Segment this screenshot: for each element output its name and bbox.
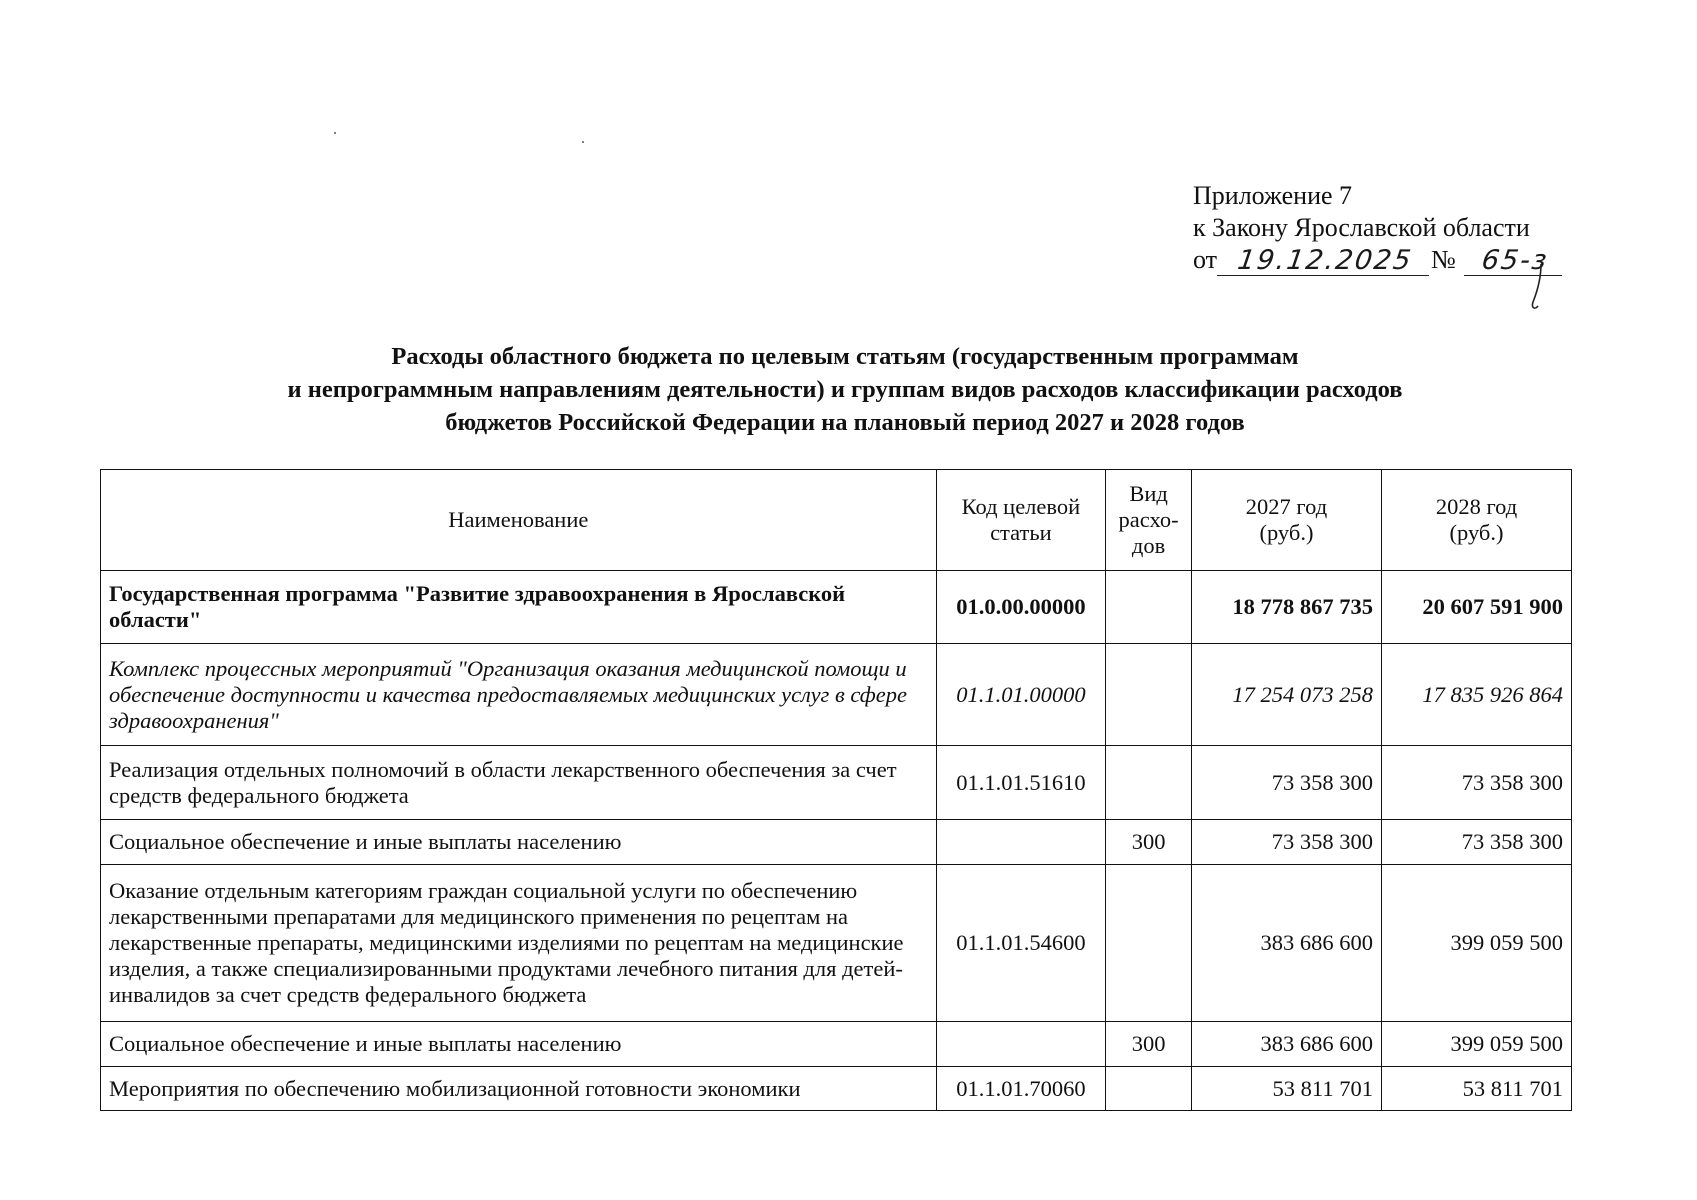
row-amount-2027: 73 358 300 <box>1191 820 1381 865</box>
appendix-law-reference: к Закону Ярославской области <box>1193 213 1530 242</box>
row-expense-type <box>1106 571 1192 644</box>
header-year-2028: 2028 год (руб.) <box>1381 470 1571 571</box>
row-name: Социальное обеспечение и иные выплаты населению <box>101 820 937 865</box>
header-name: Наименование <box>101 470 937 571</box>
from-label: от <box>1193 245 1218 274</box>
table-row <box>101 1022 1572 1067</box>
row-name: Комплекс процессных мероприятий "Организация оказания медицинской помощи и обеспечение доступности и качества предоставляемых медицинских услуг в сфере здравоохранения" <box>101 644 937 746</box>
row-amount-2027: 18 778 867 735 <box>1191 571 1381 644</box>
row-expense-type: 300 <box>1106 820 1192 865</box>
row-expense-type <box>1106 746 1192 820</box>
row-target-code: 01.1.01.00000 <box>936 644 1106 746</box>
budget-table <box>100 469 1572 1111</box>
handwriting-stroke <box>1527 262 1547 312</box>
row-amount-2027: 383 686 600 <box>1191 865 1381 1022</box>
table-row <box>101 1067 1572 1111</box>
document-title <box>100 340 1590 439</box>
table-row <box>101 820 1572 865</box>
row-amount-2027: 73 358 300 <box>1191 746 1381 820</box>
scan-speck <box>334 132 336 134</box>
row-expense-type <box>1106 1067 1192 1111</box>
row-name: Социальное обеспечение и иные выплаты населению <box>101 1022 937 1067</box>
row-amount-2028: 399 059 500 <box>1381 1022 1571 1067</box>
row-name: Реализация отдельных полномочий в области лекарственного обеспечения за счет средств федерального бюджета <box>101 746 937 820</box>
row-name: Оказание отдельным категориям граждан социальной услуги по обеспечению лекарственными препаратами для медицинского применения по рецептам на лекарственные препараты, медицинскими изделиями по рецептам на медицинские изделия, а также специализированными продуктами лечебного питания для детей-инвалидов за счет средств федерального бюджета <box>101 865 937 1022</box>
header-year-2027: 2027 год (руб.) <box>1191 470 1381 571</box>
header-expense-type: Вид расхо- дов <box>1106 470 1192 571</box>
row-target-code: 01.1.01.70060 <box>936 1067 1106 1111</box>
number-label: № <box>1431 245 1456 274</box>
row-target-code: 01.1.01.54600 <box>936 865 1106 1022</box>
table-row <box>101 571 1572 644</box>
appendix-block <box>1193 180 1673 276</box>
row-amount-2028: 17 835 926 864 <box>1381 644 1571 746</box>
law-date-number-line <box>1193 244 1673 276</box>
row-amount-2028: 399 059 500 <box>1381 865 1571 1022</box>
row-amount-2027: 383 686 600 <box>1191 1022 1381 1067</box>
title-line: Расходы областного бюджета по целевым статьям (государственным программам <box>391 343 1299 370</box>
row-expense-type: 300 <box>1106 1022 1192 1067</box>
table-header-row <box>101 470 1572 571</box>
row-amount-2028: 73 358 300 <box>1381 746 1571 820</box>
table-row <box>101 644 1572 746</box>
row-expense-type <box>1106 865 1192 1022</box>
scan-speck <box>582 141 584 143</box>
row-target-code <box>936 1022 1106 1067</box>
row-target-code: 01.1.01.51610 <box>936 746 1106 820</box>
row-amount-2028: 53 811 701 <box>1381 1067 1571 1111</box>
title-line: и непрограммным направлениям деятельности) и группам видов расходов классификации расходов <box>287 376 1403 403</box>
handwritten-law-number: 65-з <box>1464 247 1566 276</box>
row-target-code <box>936 820 1106 865</box>
row-expense-type <box>1106 644 1192 746</box>
table-row <box>101 746 1572 820</box>
title-line: бюджетов Российской Федерации на плановый период 2027 и 2028 годов <box>445 409 1245 436</box>
appendix-number: Приложение 7 <box>1193 181 1353 210</box>
row-amount-2028: 73 358 300 <box>1381 820 1571 865</box>
row-name: Государственная программа "Развитие здравоохранения в Ярославской области" <box>101 571 937 644</box>
table-row <box>101 865 1572 1022</box>
row-target-code: 01.0.00.00000 <box>936 571 1106 644</box>
handwritten-date: 19.12.2025 <box>1217 247 1433 276</box>
row-name: Мероприятия по обеспечению мобилизационной готовности экономики <box>101 1067 937 1111</box>
row-amount-2027: 17 254 073 258 <box>1191 644 1381 746</box>
row-amount-2028: 20 607 591 900 <box>1381 571 1571 644</box>
row-amount-2027: 53 811 701 <box>1191 1067 1381 1111</box>
header-target-code: Код целевой статьи <box>936 470 1106 571</box>
